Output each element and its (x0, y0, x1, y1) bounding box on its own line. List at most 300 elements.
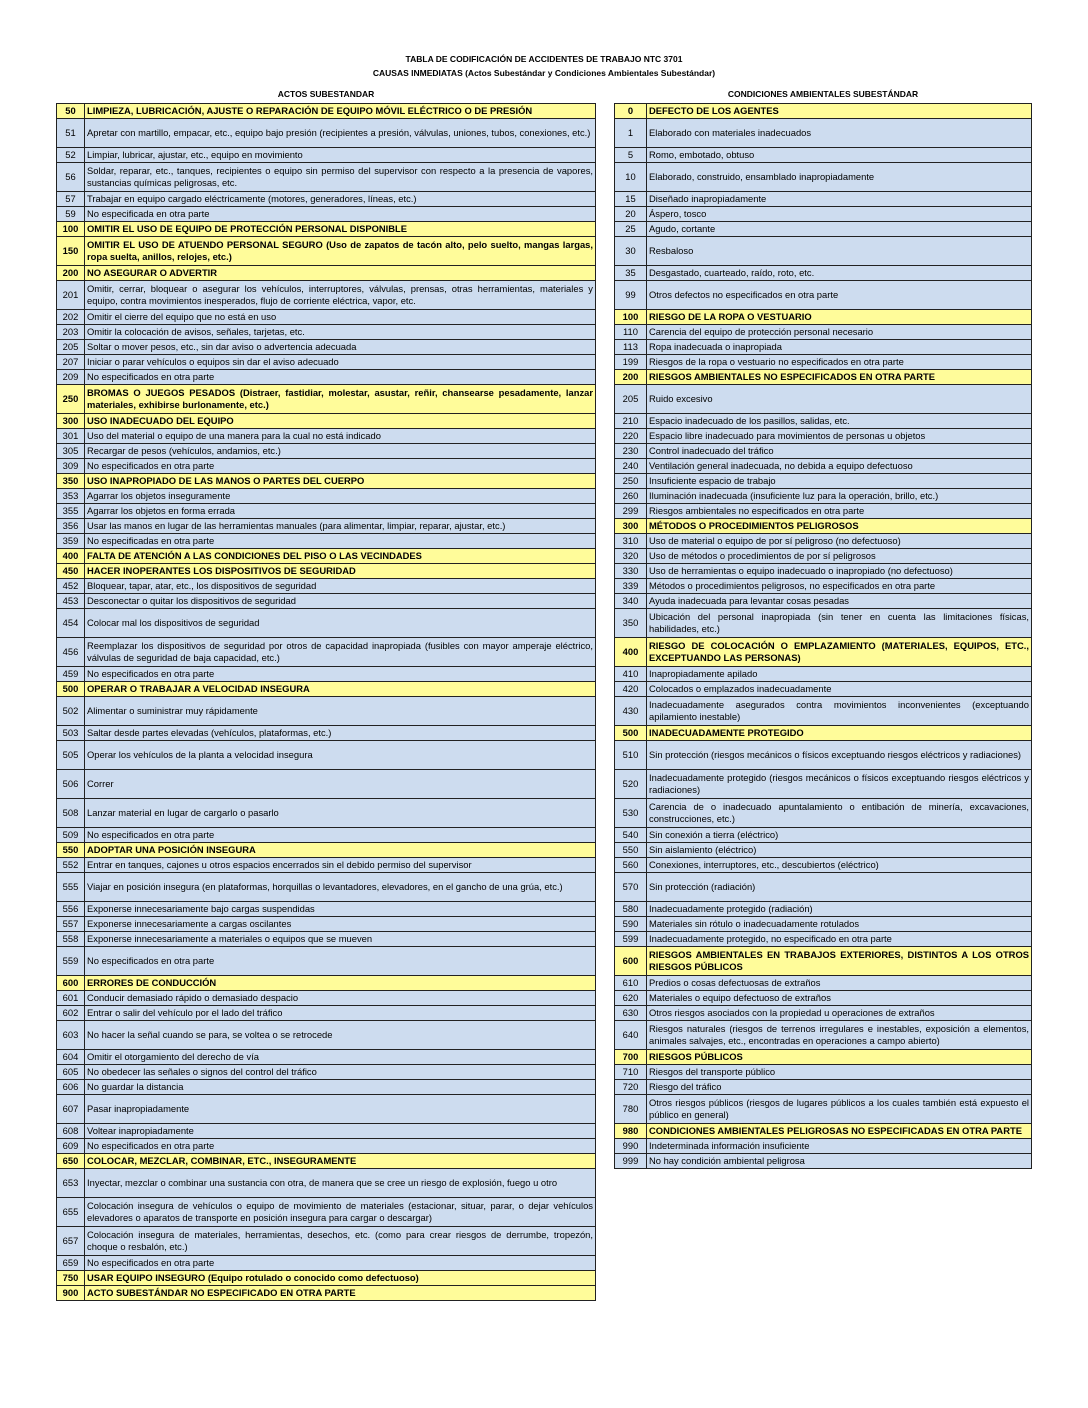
code-cell: 5 (615, 148, 647, 163)
table-row (615, 1139, 1032, 1154)
code-cell: 305 (57, 444, 85, 459)
code-cell: 200 (615, 370, 647, 385)
code-cell: 200 (57, 266, 85, 281)
table-row (57, 444, 596, 459)
description-cell: RIESGOS AMBIENTALES NO ESPECIFICADOS EN OTRA PARTE (647, 370, 1032, 385)
code-cell: 502 (57, 697, 85, 726)
code-cell: 205 (615, 385, 647, 414)
code-cell: 710 (615, 1065, 647, 1080)
code-cell: 605 (57, 1065, 85, 1080)
code-cell: 113 (615, 340, 647, 355)
table-row (57, 1021, 596, 1050)
table-row (615, 489, 1032, 504)
table-row (57, 902, 596, 917)
category-row (57, 549, 596, 564)
code-cell: 310 (615, 534, 647, 549)
table-row (57, 799, 596, 828)
category-row (615, 1050, 1032, 1065)
code-cell: 209 (57, 370, 85, 385)
table-row (615, 667, 1032, 682)
code-cell: 220 (615, 429, 647, 444)
table-row (615, 266, 1032, 281)
table-row (57, 1006, 596, 1021)
description-cell: Diseñado inapropiadamente (647, 192, 1032, 207)
code-cell: 780 (615, 1095, 647, 1124)
table-row (57, 281, 596, 310)
code-cell: 459 (57, 667, 85, 682)
description-cell: Riesgos del transporte público (647, 1065, 1032, 1080)
table-row (57, 828, 596, 843)
code-cell: 555 (57, 873, 85, 902)
code-cell: 15 (615, 192, 647, 207)
table-row (57, 534, 596, 549)
description-cell: CONDICIONES AMBIENTALES PELIGROSAS NO ESPECIFICADAS EN OTRA PARTE (647, 1124, 1032, 1139)
code-cell: 250 (57, 385, 85, 414)
description-cell: RIESGOS PÚBLICOS (647, 1050, 1032, 1065)
description-cell: Uso de material o equipo de por sí peligroso (no defectuoso) (647, 534, 1032, 549)
table-row (615, 192, 1032, 207)
description-cell: Inadecuadamente protegido, no especificado en otra parte (647, 932, 1032, 947)
description-cell: Romo, embotado, obtuso (647, 148, 1032, 163)
left-column-header: ACTOS SUBESTANDAR (277, 89, 375, 99)
category-row (57, 222, 596, 237)
table-row (57, 917, 596, 932)
code-cell: 650 (57, 1154, 85, 1169)
description-cell: Omitir el otorgamiento del derecho de vía (85, 1050, 596, 1065)
code-cell: 630 (615, 1006, 647, 1021)
table-row (615, 873, 1032, 902)
category-row (57, 266, 596, 281)
code-cell: 999 (615, 1154, 647, 1169)
code-cell: 110 (615, 325, 647, 340)
description-cell: Otros riesgos asociados con la propiedad u operaciones de extraños (647, 1006, 1032, 1021)
code-cell: 453 (57, 594, 85, 609)
table-row (615, 770, 1032, 799)
code-cell: 590 (615, 917, 647, 932)
description-cell: Inyectar, mezclar o combinar una sustancia con otra, de manera que se cree un riesgo de explosión, fuego u otro (85, 1169, 596, 1198)
table-row (57, 429, 596, 444)
table-row (615, 594, 1032, 609)
table-row (615, 414, 1032, 429)
description-cell: Control inadecuado del tráfico (647, 444, 1032, 459)
code-cell: 205 (57, 340, 85, 355)
description-cell: Métodos o procedimientos peligrosos, no especificados en otra parte (647, 579, 1032, 594)
code-cell: 720 (615, 1080, 647, 1095)
code-cell: 550 (57, 843, 85, 858)
table-row (615, 281, 1032, 310)
description-cell: Apretar con martillo, empacar, etc., equipo bajo presión (recipientes a presión, válvulas, uniones, tubos, conexiones, etc.) (85, 119, 596, 148)
description-cell: Sin protección (riesgos mecánicos o físicos exceptuando riesgos eléctricos y radiaciones) (647, 741, 1032, 770)
description-cell: Bloquear, tapar, atar, etc., los dispositivos de seguridad (85, 579, 596, 594)
code-cell: 510 (615, 741, 647, 770)
description-cell: Uso de herramientas o equipo inadecuado o inapropiado (no defectuoso) (647, 564, 1032, 579)
description-cell: Espacio libre inadecuado para movimientos de personas u objetos (647, 429, 1032, 444)
description-cell: No especificadas en otra parte (85, 534, 596, 549)
code-cell: 340 (615, 594, 647, 609)
description-cell: NO ASEGURAR O ADVERTIR (85, 266, 596, 281)
code-cell: 300 (57, 414, 85, 429)
code-cell: 580 (615, 902, 647, 917)
table-row (57, 1169, 596, 1198)
table-row (615, 207, 1032, 222)
code-cell: 320 (615, 549, 647, 564)
code-cell: 560 (615, 858, 647, 873)
description-cell: Espacio inadecuado de los pasillos, salidas, etc. (647, 414, 1032, 429)
table-row (615, 534, 1032, 549)
description-cell: Ventilación general inadecuada, no debida a equipo defectuoso (647, 459, 1032, 474)
table-row (615, 579, 1032, 594)
category-row (57, 1286, 596, 1301)
description-cell: No hay condición ambiental peligrosa (647, 1154, 1032, 1169)
table-row (57, 325, 596, 340)
description-cell: RIESGOS AMBIENTALES EN TRABAJOS EXTERIORES, DISTINTOS A LOS OTROS RIESGOS PÚBLICOS (647, 947, 1032, 976)
code-cell: 599 (615, 932, 647, 947)
description-cell: Desgastado, cuarteado, raído, roto, etc. (647, 266, 1032, 281)
code-cell: 10 (615, 163, 647, 192)
code-cell: 20 (615, 207, 647, 222)
description-cell: OPERAR O TRABAJAR A VELOCIDAD INSEGURA (85, 682, 596, 697)
code-cell: 655 (57, 1198, 85, 1227)
condiciones-ambientales-table (614, 103, 1032, 1169)
description-cell: Saltar desde partes elevadas (vehículos, plataformas, etc.) (85, 726, 596, 741)
code-cell: 51 (57, 119, 85, 148)
code-cell: 506 (57, 770, 85, 799)
description-cell: HACER INOPERANTES LOS DISPOSITIVOS DE SEGURIDAD (85, 564, 596, 579)
table-row (57, 579, 596, 594)
code-cell: 300 (615, 519, 647, 534)
code-cell: 607 (57, 1095, 85, 1124)
code-cell: 202 (57, 310, 85, 325)
table-row (57, 1256, 596, 1271)
description-cell: Usar las manos en lugar de las herramientas manuales (para alimentar, limpiar, reparar, ajustar, etc.) (85, 519, 596, 534)
description-cell: Materiales o equipo defectuoso de extraños (647, 991, 1032, 1006)
code-cell: 640 (615, 1021, 647, 1050)
code-cell: 353 (57, 489, 85, 504)
description-cell: Riesgos ambientales no especificados en otra parte (647, 504, 1032, 519)
code-cell: 990 (615, 1139, 647, 1154)
description-cell: Omitir la colocación de avisos, señales, tarjetas, etc. (85, 325, 596, 340)
table-row (615, 222, 1032, 237)
code-cell: 550 (615, 843, 647, 858)
table-row (57, 163, 596, 192)
table-row (615, 340, 1032, 355)
category-row (57, 1271, 596, 1286)
table-row (57, 489, 596, 504)
description-cell: Indeterminada información insuficiente (647, 1139, 1032, 1154)
table-row (57, 858, 596, 873)
code-cell: 100 (57, 222, 85, 237)
code-cell: 556 (57, 902, 85, 917)
table-row (57, 741, 596, 770)
description-cell: USAR EQUIPO INSEGURO (Equipo rotulado o conocido como defectuoso) (85, 1271, 596, 1286)
table-row (57, 192, 596, 207)
code-cell: 559 (57, 947, 85, 976)
table-row (57, 947, 596, 976)
table-row (57, 697, 596, 726)
category-row (57, 976, 596, 991)
description-cell: Agarrar los objetos en forma errada (85, 504, 596, 519)
table-row (615, 1065, 1032, 1080)
table-row (615, 917, 1032, 932)
category-row (57, 237, 596, 266)
code-cell: 508 (57, 799, 85, 828)
description-cell: Riesgos naturales (riesgos de terrenos irregulares e inestables, exposición a elementos, animales salvajes, etc., encontradas en operaciones a campo abierto) (647, 1021, 1032, 1050)
description-cell: Voltear inapropiadamente (85, 1124, 596, 1139)
code-cell: 604 (57, 1050, 85, 1065)
table-row (615, 799, 1032, 828)
description-cell: No especificados en otra parte (85, 1139, 596, 1154)
code-cell: 530 (615, 799, 647, 828)
category-row (615, 947, 1032, 976)
table-row (615, 474, 1032, 489)
description-cell: INADECUADAMENTE PROTEGIDO (647, 726, 1032, 741)
description-cell: Riesgos de la ropa o vestuario no especificados en otra parte (647, 355, 1032, 370)
document-subtitle: CAUSAS INMEDIATAS (Actos Subestándar y Condiciones Ambientales Subestándar) (372, 68, 716, 78)
description-cell: No obedecer las señales o signos del control del tráfico (85, 1065, 596, 1080)
category-row (615, 1124, 1032, 1139)
description-cell: FALTA DE ATENCIÓN A LAS CONDICIONES DEL PISO O LAS VECINDADES (85, 549, 596, 564)
code-cell: 210 (615, 414, 647, 429)
code-cell: 603 (57, 1021, 85, 1050)
table-row (57, 148, 596, 163)
description-cell: Inapropiadamente apilado (647, 667, 1032, 682)
table-row (57, 1050, 596, 1065)
description-cell: Colocación insegura de vehículos o equipo de movimiento de materiales (estacionar, situar, parar, o dejar vehículos elevadores o aparatos de transporte en posición insegura para cargar o descargar) (85, 1198, 596, 1227)
table-row (57, 638, 596, 667)
category-row (57, 843, 596, 858)
description-cell: Inadecuadamente protegido (radiación) (647, 902, 1032, 917)
description-cell: Resbaloso (647, 237, 1032, 266)
description-cell: Pasar inapropiadamente (85, 1095, 596, 1124)
table-row (615, 459, 1032, 474)
code-cell: 207 (57, 355, 85, 370)
code-cell: 299 (615, 504, 647, 519)
description-cell: Recargar de pesos (vehículos, andamios, etc.) (85, 444, 596, 459)
code-cell: 657 (57, 1227, 85, 1256)
code-cell: 355 (57, 504, 85, 519)
code-cell: 260 (615, 489, 647, 504)
table-row (615, 385, 1032, 414)
table-row (615, 697, 1032, 726)
code-cell: 359 (57, 534, 85, 549)
code-cell: 30 (615, 237, 647, 266)
description-cell: No especificados en otra parte (85, 1256, 596, 1271)
description-cell: Riesgo del tráfico (647, 1080, 1032, 1095)
description-cell: Elaborado, construido, ensamblado inapropiadamente (647, 163, 1032, 192)
code-cell: 350 (615, 609, 647, 638)
table-row (57, 207, 596, 222)
description-cell: Desconectar o quitar los dispositivos de seguridad (85, 594, 596, 609)
table-row (615, 148, 1032, 163)
description-cell: Ayuda inadecuada para levantar cosas pesadas (647, 594, 1032, 609)
code-cell: 309 (57, 459, 85, 474)
code-cell: 410 (615, 667, 647, 682)
table-row (615, 828, 1032, 843)
code-cell: 750 (57, 1271, 85, 1286)
description-cell: Inadecuadamente protegido (riesgos mecánicos o físicos exceptuando riesgos eléctricos y radiaciones) (647, 770, 1032, 799)
actos-subestandar-table (56, 103, 596, 1301)
table-row (615, 119, 1032, 148)
description-cell: ERRORES DE CONDUCCIÓN (85, 976, 596, 991)
table-row (57, 459, 596, 474)
description-cell: OMITIR EL USO DE EQUIPO DE PROTECCIÓN PERSONAL DISPONIBLE (85, 222, 596, 237)
description-cell: Ropa inadecuada o inapropiada (647, 340, 1032, 355)
code-cell: 608 (57, 1124, 85, 1139)
description-cell: COLOCAR, MEZCLAR, COMBINAR, ETC., INSEGURAMENTE (85, 1154, 596, 1169)
description-cell: No especificados en otra parte (85, 459, 596, 474)
description-cell: Insuficiente espacio de trabajo (647, 474, 1032, 489)
code-cell: 505 (57, 741, 85, 770)
category-row (615, 370, 1032, 385)
description-cell: No especificada en otra parte (85, 207, 596, 222)
category-row (57, 385, 596, 414)
code-cell: 500 (615, 726, 647, 741)
table-row (615, 858, 1032, 873)
description-cell: Soldar, reparar, etc., tanques, recipientes o equipo sin permiso del supervisor con respecto a la presencia de vapores, sustancias químicas peligrosas, etc. (85, 163, 596, 192)
category-row (57, 1154, 596, 1169)
code-cell: 330 (615, 564, 647, 579)
table-row (57, 1080, 596, 1095)
description-cell: Elaborado con materiales inadecuados (647, 119, 1032, 148)
code-cell: 620 (615, 991, 647, 1006)
code-cell: 601 (57, 991, 85, 1006)
table-row (615, 549, 1032, 564)
description-cell: Viajar en posición insegura (en plataformas, horquillas o levantadores, elevadores, en el gancho de una grúa, etc.) (85, 873, 596, 902)
code-cell: 400 (57, 549, 85, 564)
code-cell: 339 (615, 579, 647, 594)
table-row (615, 355, 1032, 370)
description-cell: Ubicación del personal inapropiada (sin tener en cuenta las limitaciones físicas, habilidades, etc.) (647, 609, 1032, 638)
table-row (615, 1080, 1032, 1095)
description-cell: No especificados en otra parte (85, 667, 596, 682)
description-cell: Uso de métodos o procedimientos de por sí peligrosos (647, 549, 1032, 564)
code-cell: 659 (57, 1256, 85, 1271)
category-row (615, 726, 1032, 741)
description-cell: Sin aislamiento (eléctrico) (647, 843, 1032, 858)
table-row (57, 1227, 596, 1256)
description-cell: Conducir demasiado rápido o demasiado despacio (85, 991, 596, 1006)
code-cell: 0 (615, 104, 647, 119)
code-cell: 600 (615, 947, 647, 976)
description-cell: Lanzar material en lugar de cargarlo o pasarlo (85, 799, 596, 828)
description-cell: RIESGO DE LA ROPA O VESTUARIO (647, 310, 1032, 325)
table-row (615, 163, 1032, 192)
table-row (615, 444, 1032, 459)
description-cell: Exponerse innecesariamente a cargas oscilantes (85, 917, 596, 932)
code-cell: 500 (57, 682, 85, 697)
description-cell: Soltar o mover pesos, etc., sin dar aviso o advertencia adecuada (85, 340, 596, 355)
description-cell: BROMAS O JUEGOS PESADOS (Distraer, fastidiar, molestar, asustar, reñir, chansearse pesadamente, lanzar materiales, exhibirse burlonamente, etc.) (85, 385, 596, 414)
description-cell: LIMPIEZA, LUBRICACIÓN, AJUSTE O REPARACIÓN DE EQUIPO MÓVIL ELÉCTRICO O DE PRESIÓN (85, 104, 596, 119)
description-cell: Correr (85, 770, 596, 799)
table-row (615, 1006, 1032, 1021)
code-cell: 520 (615, 770, 647, 799)
description-cell: Exponerse innecesariamente bajo cargas suspendidas (85, 902, 596, 917)
description-cell: Agudo, cortante (647, 222, 1032, 237)
code-cell: 700 (615, 1050, 647, 1065)
code-cell: 1 (615, 119, 647, 148)
table-row (57, 1124, 596, 1139)
description-cell: Ruido excesivo (647, 385, 1032, 414)
code-cell: 558 (57, 932, 85, 947)
table-row (57, 119, 596, 148)
code-cell: 99 (615, 281, 647, 310)
document-title: TABLA DE CODIFICACIÓN DE ACCIDENTES DE TRABAJO NTC 3701 (405, 54, 683, 64)
code-cell: 456 (57, 638, 85, 667)
description-cell: Entrar o salir del vehículo por el lado del tráfico (85, 1006, 596, 1021)
description-cell: ACTO SUBESTÁNDAR NO ESPECIFICADO EN OTRA PARTE (85, 1286, 596, 1301)
description-cell: USO INADECUADO DEL EQUIPO (85, 414, 596, 429)
description-cell: No guardar la distancia (85, 1080, 596, 1095)
table-row (57, 355, 596, 370)
code-cell: 400 (615, 638, 647, 667)
table-row (57, 340, 596, 355)
table-row (57, 519, 596, 534)
code-cell: 557 (57, 917, 85, 932)
category-row (57, 414, 596, 429)
table-row (615, 741, 1032, 770)
table-row (615, 991, 1032, 1006)
description-cell: Alimentar o suministrar muy rápidamente (85, 697, 596, 726)
category-row (57, 564, 596, 579)
table-row (57, 991, 596, 1006)
code-cell: 900 (57, 1286, 85, 1301)
table-row (57, 932, 596, 947)
table-row (57, 370, 596, 385)
code-cell: 100 (615, 310, 647, 325)
description-cell: Omitir, cerrar, bloquear o asegurar los vehículos, interruptores, válvulas, prensas, otras herramientas, materiales y equipo, contra movimientos inesperados, flujo de corriente eléctrica, vapor, etc. (85, 281, 596, 310)
code-cell: 602 (57, 1006, 85, 1021)
code-cell: 350 (57, 474, 85, 489)
description-cell: Colocados o emplazados inadecuadamente (647, 682, 1032, 697)
code-cell: 503 (57, 726, 85, 741)
table-row (615, 609, 1032, 638)
code-cell: 540 (615, 828, 647, 843)
description-cell: Colocar mal los dispositivos de seguridad (85, 609, 596, 638)
description-cell: No hacer la señal cuando se para, se voltea o se retrocede (85, 1021, 596, 1050)
code-cell: 552 (57, 858, 85, 873)
table-row (615, 932, 1032, 947)
description-cell: Exponerse innecesariamente a materiales o equipos que se mueven (85, 932, 596, 947)
code-cell: 201 (57, 281, 85, 310)
description-cell: Predios o cosas defectuosas de extraños (647, 976, 1032, 991)
description-cell: Trabajar en equipo cargado eléctricamente (motores, generadores, líneas, etc.) (85, 192, 596, 207)
description-cell: Otros defectos no especificados en otra parte (647, 281, 1032, 310)
table-row (57, 726, 596, 741)
code-cell: 600 (57, 976, 85, 991)
description-cell: Iniciar o parar vehículos o equipos sin dar el aviso adecuado (85, 355, 596, 370)
category-row (57, 104, 596, 119)
description-cell: No especificados en otra parte (85, 947, 596, 976)
code-cell: 199 (615, 355, 647, 370)
category-row (615, 519, 1032, 534)
code-cell: 606 (57, 1080, 85, 1095)
code-cell: 230 (615, 444, 647, 459)
table-row (57, 609, 596, 638)
code-cell: 52 (57, 148, 85, 163)
description-cell: Materiales sin rótulo o inadecuadamente rotulados (647, 917, 1032, 932)
code-cell: 420 (615, 682, 647, 697)
code-cell: 57 (57, 192, 85, 207)
table-row (615, 902, 1032, 917)
code-cell: 50 (57, 104, 85, 119)
table-row (615, 1095, 1032, 1124)
table-row (615, 682, 1032, 697)
description-cell: Omitir el cierre del equipo que no está en uso (85, 310, 596, 325)
description-cell: Otros riesgos públicos (riesgos de lugares públicos a los cuales también está expuesto el público en general) (647, 1095, 1032, 1124)
description-cell: MÉTODOS O PROCEDIMIENTOS PELIGROSOS (647, 519, 1032, 534)
code-cell: 35 (615, 266, 647, 281)
